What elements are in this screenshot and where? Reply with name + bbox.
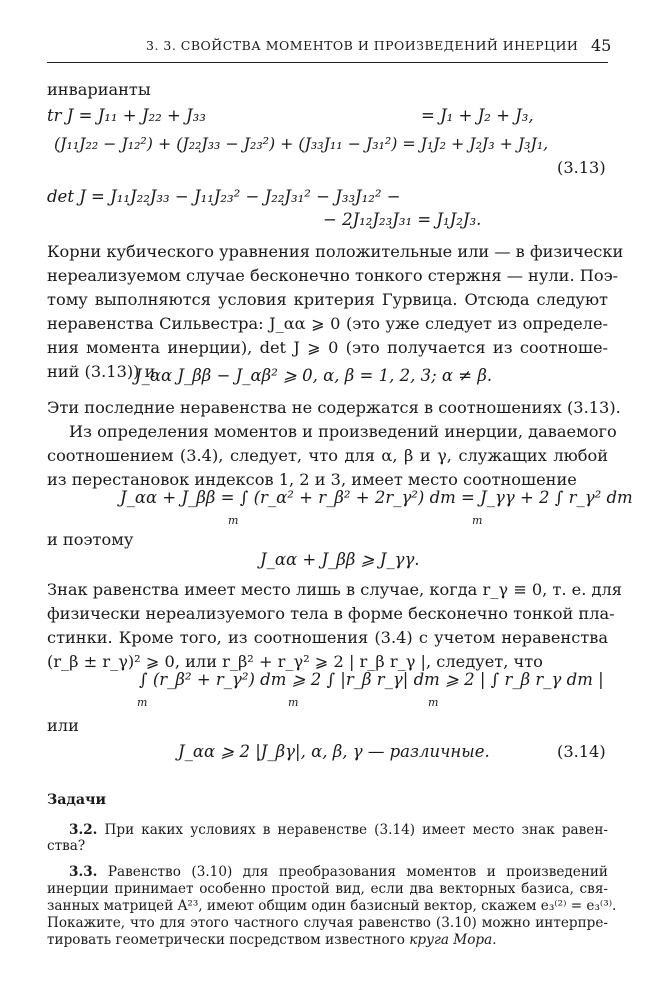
paragraph3-line2: физически нереализуемого тела в форме бесконечно тонкой пла- [47, 604, 615, 623]
problem-3-2-line1 [69, 822, 608, 838]
second-invariant-formula: (J₁₁J₂₂ − J₁₂²) + (J₂₂J₃₃ − J₂₃²) + (J₃₃J₁₁ − J₃₁²) = J₁J₂ + J₂J₃ + J₃J₁, [54, 134, 549, 153]
paragraph2-line2: Из определения моментов и произведений инерции, даваемого [69, 422, 617, 441]
paragraph3-line3: стинки. Кроме того, из соотношения (3.4) с учетом неравенства [47, 628, 608, 647]
problem-3-2-line2: ства? [47, 838, 86, 854]
problem-3-3-line4: Покажите, что для этого частного случая равенство (3.10) можно интерпре- [47, 915, 608, 931]
problem-3-3-text: Равенство (3.10) для преобразования моментов и произведений [107, 864, 608, 880]
sylvester-inequality: J_αα J_ββ − J_αβ² ⩾ 0, α, β = 1, 2, 3; α ≠ β. [135, 366, 493, 385]
and-therefore: и поэтому [47, 530, 134, 549]
or-word: или [47, 716, 79, 735]
integral-subscript-m: m [428, 696, 439, 709]
paragraph2-line1: Эти последние неравенства не содержатся в соотношениях (3.13). [47, 398, 621, 417]
sum-integral-formula: J_αα + J_ββ = ∫ (r_α² + r_β² + 2r_γ²) dm = J_γγ + 2 ∫ r_γ² dm [120, 488, 633, 507]
triangle-inequality: J_αα + J_ββ ⩾ J_γγ. [260, 550, 420, 569]
problem-3-3-line2: инерции принимает особенно простой вид, если два векторных базиса, свя- [47, 881, 608, 897]
integral-subscript-m: m [228, 514, 239, 527]
equation-number-3-14: (3.14) [557, 742, 606, 761]
paragraph1-line2: нереализуемом случае бесконечно тонкого стержня — нули. Поэ- [47, 266, 619, 285]
integral-subscript-m: m [137, 696, 148, 709]
problem-3-2-text: При каких условиях в неравенстве (3.14) имеет место знак равен- [104, 822, 608, 838]
mohr-circle-term: круга Мора. [409, 932, 497, 948]
integral-subscript-m: m [288, 696, 299, 709]
trace-formula-lhs: tr J = J₁₁ + J₂₂ + J₃₃ [47, 106, 206, 125]
determinant-formula-line2: − 2J₁₂J₂₃J₃₁ = J₁J₂J₃. [323, 210, 482, 229]
problem-3-3-line3: занных матрицей A²³, имеют общим один базисный вектор, скажем e₃⁽²⁾ = e₃⁽³⁾. [47, 898, 617, 914]
paragraph1-line1: Корни кубического уравнения положительные или — в физически [47, 242, 624, 261]
paragraph1-line3: тому выполняются условия критерия Гурвица. Отсюда следуют [47, 290, 608, 309]
intro-word: инварианты [47, 80, 151, 99]
paragraph2-line3: соотношением (3.4), следует, что для α, β и γ, служащих любой [47, 446, 608, 465]
integral-subscript-m: m [472, 514, 483, 527]
problem-3-2-number: 3.2. [69, 822, 98, 838]
problem-3-3-line5 [47, 932, 497, 948]
problem-3-3-line1 [69, 864, 608, 880]
running-header: 3. 3. СВОЙСТВА МОМЕНТОВ И ПРОИЗВЕДЕНИЙ ИНЕРЦИИ [146, 38, 579, 53]
inequality-3-14: J_αα ⩾ 2 |J_βγ|, α, β, γ — различные. [178, 742, 490, 761]
paragraph3-line4: (r_β ± r_γ)² ⩾ 0, или r_β² + r_γ² ⩾ 2 | r_β r_γ |, следует, что [47, 652, 543, 671]
header-rule [47, 62, 608, 63]
paragraph1-line5: ния момента инерции), det J ⩾ 0 (это получается из соотноше- [47, 338, 608, 357]
integral-inequality: ∫ (r_β² + r_γ²) dm ⩾ 2 ∫ |r_β r_γ| dm ⩾ 2 | ∫ r_β r_γ dm | [139, 670, 604, 689]
page-number: 45 [591, 36, 612, 55]
paragraph3-line1: Знак равенства имеет место лишь в случае, когда r_γ ≡ 0, т. е. для [47, 580, 623, 599]
problems-heading: Задачи [47, 792, 106, 808]
paragraph1-line4: неравенства Сильвестра: J_αα ⩾ 0 (это уже следует из определе- [47, 314, 608, 333]
problem-3-3-line5-text: тировать геометрически посредством известного [47, 932, 405, 948]
determinant-formula-line1: det J = J₁₁J₂₂J₃₃ − J₁₁J₂₃² − J₂₂J₃₁² − J₃₃J₁₂² − [47, 187, 401, 206]
paragraph2-line4: из перестановок индексов 1, 2 и 3, имеет место соотношение [47, 470, 577, 489]
trace-formula-rhs: = J₁ + J₂ + J₃, [421, 106, 534, 125]
paragraph1-line6: ний (3.13)) и [47, 362, 156, 381]
equation-number-3-13: (3.13) [557, 158, 606, 177]
problem-3-3-number: 3.3. [69, 864, 98, 880]
